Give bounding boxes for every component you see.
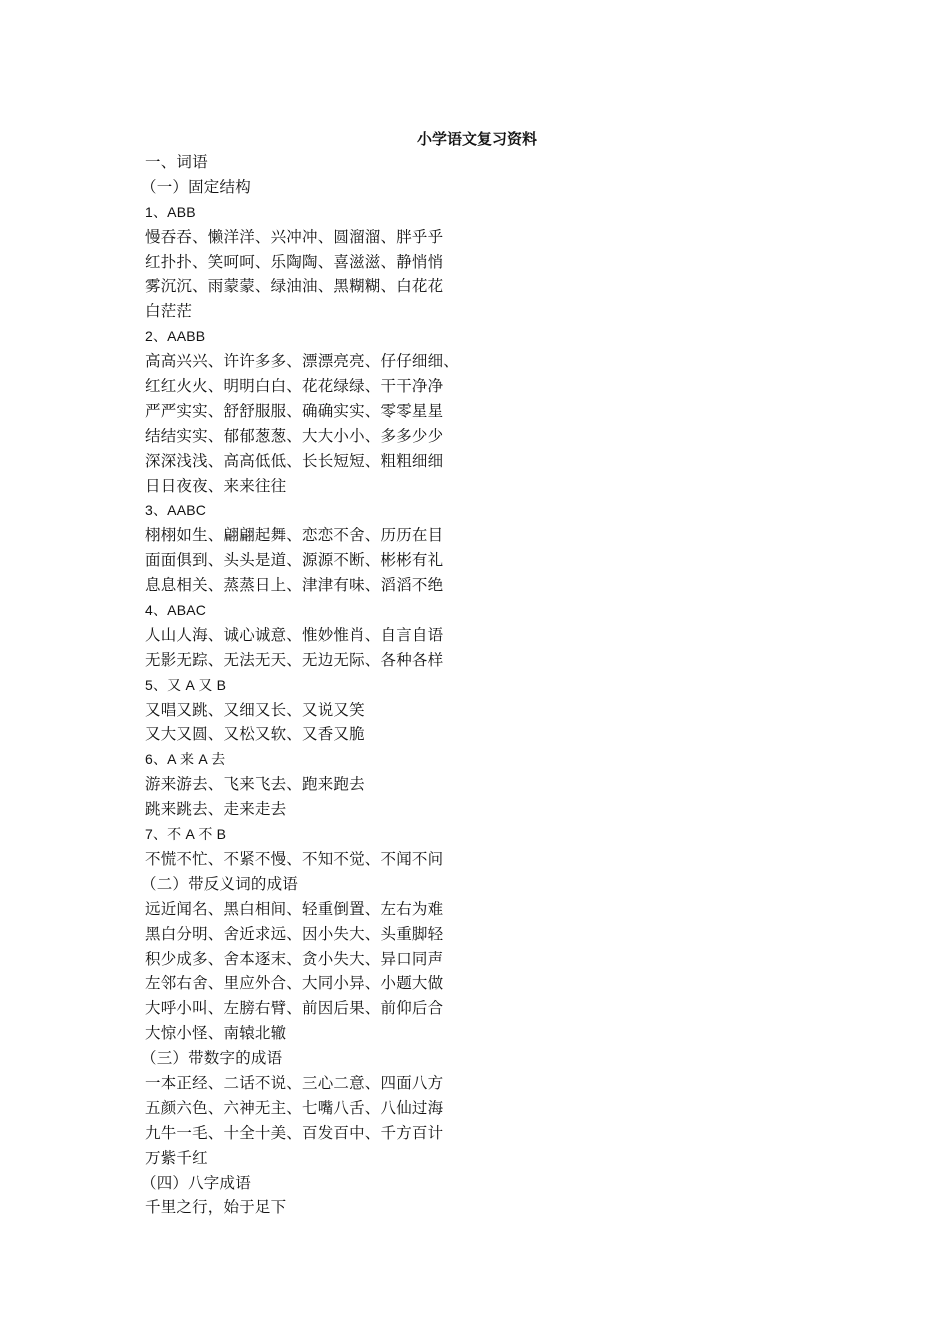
document-title: 小学语文复习资料: [416, 130, 537, 148]
pattern-heading: 1、ABB: [145, 203, 196, 220]
word-list-line: 人山人海、诚心诚意、惟妙惟肖、自言自语: [145, 625, 444, 644]
word-list-line: 高高兴兴、许许多多、漂漂亮亮、仔仔细细、: [145, 352, 460, 371]
word-list-line: 九牛一毛、十全十美、百发百中、千方百计: [145, 1123, 444, 1142]
word-list-line: 结结实实、郁郁葱葱、大大小小、多多少少: [145, 426, 444, 445]
word-list-line: 大惊小怪、南辕北辙: [145, 1024, 287, 1043]
word-list-line: 又唱又跳、又细又长、又说又笑: [145, 700, 365, 719]
subsection-heading: （二）带反义词的成语: [141, 874, 299, 893]
subsection-heading: （四）八字成语: [141, 1173, 251, 1192]
word-list-line: 游来游去、飞来飞去、跑来跑去: [145, 775, 365, 794]
word-list-line: 严严实实、舒舒服服、确确实实、零零星星: [145, 401, 444, 420]
word-list-line: 息息相关、蒸蒸日上、津津有味、滔滔不绝: [145, 576, 444, 595]
pattern-heading: 6、A 来 A 去: [145, 751, 226, 768]
word-list-line: 大呼小叫、左膀右臂、前因后果、前仰后合: [145, 999, 444, 1018]
word-list-line: 跳来跳去、走来走去: [145, 800, 287, 819]
word-list-line: 不慌不忙、不紧不慢、不知不觉、不闻不问: [145, 849, 444, 868]
document-body: [141, 150, 505, 1220]
section-heading: 一、词语: [145, 153, 208, 171]
word-list-line: 五颜六色、六神无主、七嘴八舌、八仙过海: [145, 1098, 444, 1117]
word-list-line: 雾沉沉、雨蒙蒙、绿油油、黑糊糊、白花花: [145, 277, 444, 296]
word-list-line: 积少成多、舍本逐末、贪小失大、异口同声: [145, 949, 444, 968]
word-list-line: 无影无踪、无法无天、无边无际、各种各样: [145, 650, 444, 669]
subsection-heading: （三）带数字的成语: [141, 1049, 283, 1068]
word-list-line: 红扑扑、笑呵呵、乐陶陶、喜滋滋、静悄悄: [145, 252, 444, 271]
word-list-line: 万紫千红: [145, 1148, 208, 1167]
word-list-line: 左邻右舍、里应外合、大同小异、小题大做: [145, 974, 444, 993]
word-list-line: 慢吞吞、懒洋洋、兴冲冲、圆溜溜、胖乎乎: [145, 227, 444, 246]
pattern-heading: 7、不 A 不 B: [145, 826, 227, 843]
word-list-line: 又大又圆、又松又软、又香又脆: [145, 725, 365, 744]
pattern-heading: 2、AABB: [145, 328, 206, 345]
word-list-line: 红红火火、明明白白、花花绿绿、干干净净: [145, 377, 444, 396]
word-list-line: 远近闻名、黑白相间、轻重倒置、左右为难: [145, 899, 444, 918]
word-list-line: 白茫茫: [145, 302, 193, 321]
word-list-line: 面面俱到、头头是道、源源不断、彬彬有礼: [145, 551, 444, 570]
word-list-line: 深深浅浅、高高低低、长长短短、粗粗细细: [145, 451, 444, 470]
subsection-heading: （一）固定结构: [141, 177, 251, 196]
word-list-line: 千里之行，始于足下: [145, 1198, 287, 1217]
word-list-line: 日日夜夜、来来往往: [145, 476, 287, 495]
pattern-heading: 5、又 A 又 B: [145, 676, 227, 693]
pattern-heading: 4、ABAC: [145, 602, 207, 619]
pattern-heading: 3、AABC: [145, 502, 207, 519]
word-list-line: 黑白分明、舍近求远、因小失大、头重脚轻: [145, 924, 444, 943]
word-list-line: 一本正经、二话不说、三心二意、四面八方: [145, 1073, 444, 1092]
word-list-line: 栩栩如生、翩翩起舞、恋恋不舍、历历在目: [145, 526, 444, 545]
